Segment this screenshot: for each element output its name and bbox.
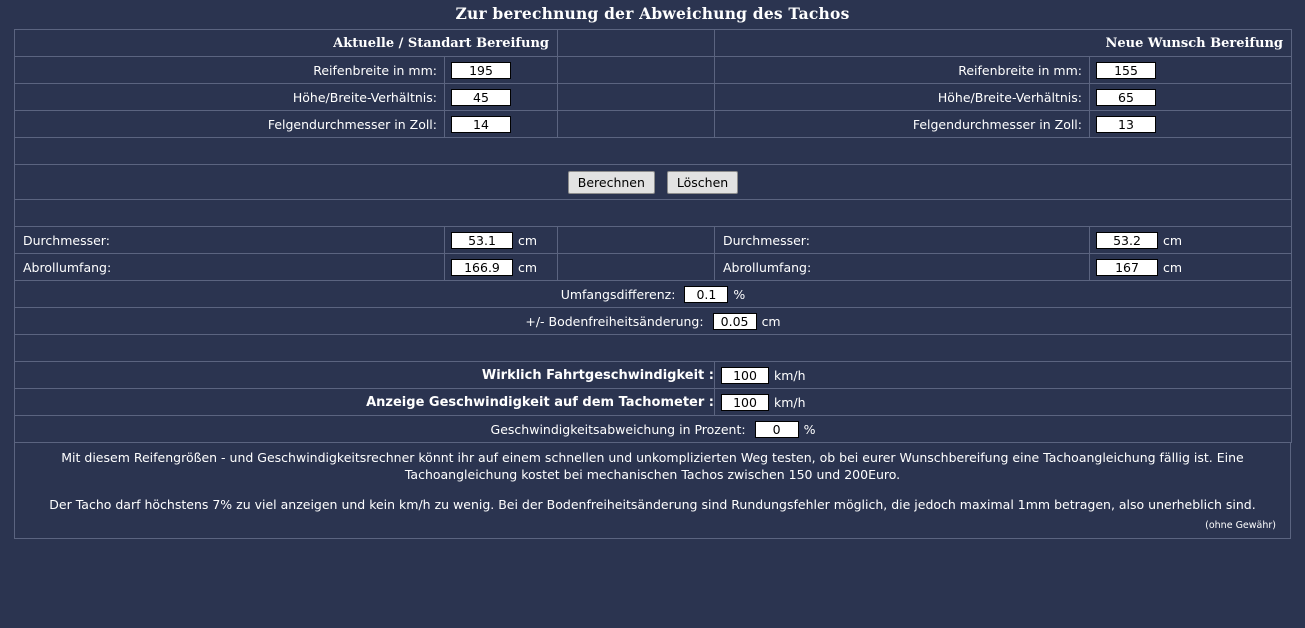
- header-spacer: [558, 30, 715, 57]
- spacer-row-2: [15, 200, 1292, 227]
- new-rim-input[interactable]: [1096, 116, 1156, 133]
- real-speed-cell: [715, 362, 1292, 389]
- new-circumference-label: Abrollumfang:: [715, 254, 1090, 281]
- rim-row: [15, 111, 1292, 138]
- width-row: [15, 57, 1292, 84]
- new-diameter-cell: [1090, 227, 1292, 254]
- difference-cell: [15, 281, 1292, 308]
- circumference-row: [15, 254, 1292, 281]
- calculator-table: [14, 29, 1292, 443]
- page-title: Zur berechnung der Abweichung des Tachos: [455, 4, 850, 23]
- ratio-row: [15, 84, 1292, 111]
- new-diameter-label: Durchmesser:: [715, 227, 1090, 254]
- deviation-label: Geschwindigkeitsabweichung in Prozent:: [490, 421, 746, 437]
- current-circumference-label: Abrollumfang:: [15, 254, 445, 281]
- new-tire-header: Neue Wunsch Bereifung: [715, 30, 1292, 57]
- difference-unit: %: [733, 286, 746, 302]
- diameter-row: [15, 227, 1292, 254]
- difference-output[interactable]: [684, 286, 728, 303]
- real-speed-label: Wirklich Fahrtgeschwindigkeit :: [15, 362, 715, 389]
- deviation-output[interactable]: [755, 421, 799, 438]
- display-speed-input[interactable]: [721, 394, 769, 411]
- clear-button[interactable]: Löschen: [667, 171, 738, 194]
- clearance-output[interactable]: [713, 313, 757, 330]
- current-circumference-cell: [445, 254, 558, 281]
- new-diameter-output[interactable]: [1096, 232, 1158, 249]
- current-ratio-label: Höhe/Breite-Verhältnis:: [15, 84, 445, 111]
- button-cell: [15, 165, 1292, 200]
- real-speed-input[interactable]: [721, 367, 769, 384]
- row-spacer-3: [558, 111, 715, 138]
- new-ratio-input[interactable]: [1096, 89, 1156, 106]
- real-speed-unit: km/h: [774, 367, 806, 383]
- real-speed-row: [15, 362, 1292, 389]
- display-speed-label: Anzeige Geschwindigkeit auf dem Tachometer :: [15, 389, 715, 416]
- spacer-row-3: [15, 335, 1292, 362]
- deviation-cell: [15, 416, 1292, 443]
- calculate-button[interactable]: Berechnen: [568, 171, 655, 194]
- current-circumference-unit: cm: [518, 259, 538, 275]
- new-width-label: Reifenbreite in mm:: [715, 57, 1090, 84]
- row-spacer-2: [558, 84, 715, 111]
- spacer-row-1: [15, 138, 1292, 165]
- header-row: [15, 30, 1292, 57]
- current-diameter-cell: [445, 227, 558, 254]
- difference-label: Umfangsdifferenz:: [560, 286, 676, 302]
- spacer-cell-2: [15, 200, 1292, 227]
- new-ratio-cell: [1090, 84, 1292, 111]
- new-circumference-cell: [1090, 254, 1292, 281]
- current-rim-cell: [445, 111, 558, 138]
- spacer-cell-1: [15, 138, 1292, 165]
- new-width-input[interactable]: [1096, 62, 1156, 79]
- new-circumference-unit: cm: [1163, 259, 1183, 275]
- new-circumference-output[interactable]: [1096, 259, 1158, 276]
- deviation-row: [15, 416, 1292, 443]
- current-circumference-output[interactable]: [451, 259, 513, 276]
- disclaimer-text: (ohne Gewähr): [1205, 520, 1276, 531]
- current-width-input[interactable]: [451, 62, 511, 79]
- current-rim-label: Felgendurchmesser in Zoll:: [15, 111, 445, 138]
- current-diameter-unit: cm: [518, 232, 538, 248]
- new-diameter-unit: cm: [1163, 232, 1183, 248]
- new-ratio-label: Höhe/Breite-Verhältnis:: [715, 84, 1090, 111]
- current-width-cell: [445, 57, 558, 84]
- current-diameter-output[interactable]: [451, 232, 513, 249]
- button-row: [15, 165, 1292, 200]
- current-tire-header: Aktuelle / Standart Bereifung: [15, 30, 558, 57]
- display-speed-cell: [715, 389, 1292, 416]
- display-speed-unit: km/h: [774, 394, 806, 410]
- row-spacer-4: [558, 227, 715, 254]
- info-note: [14, 443, 1291, 539]
- note-paragraph-2: Der Tacho darf höchstens 7% zu viel anzeigen und kein km/h zu wenig. Bei der Bodenfreiheitsänderung sind Rundungsfehler möglich, die jedoch maximal 1mm betragen, also unerheblich sind.: [49, 497, 1256, 512]
- current-ratio-input[interactable]: [451, 89, 511, 106]
- current-width-label: Reifenbreite in mm:: [15, 57, 445, 84]
- clearance-label: +/- Bodenfreiheitsänderung:: [525, 313, 704, 329]
- row-spacer-1: [558, 57, 715, 84]
- row-spacer-5: [558, 254, 715, 281]
- deviation-unit: %: [803, 421, 816, 437]
- clearance-row: [15, 308, 1292, 335]
- new-rim-label: Felgendurchmesser in Zoll:: [715, 111, 1090, 138]
- current-diameter-label: Durchmesser:: [15, 227, 445, 254]
- new-rim-cell: [1090, 111, 1292, 138]
- new-width-cell: [1090, 57, 1292, 84]
- note-paragraph-1: Mit diesem Reifengrößen - und Geschwindigkeitsrechner könnt ihr auf einem schnellen und unkomplizierten Weg testen, ob bei eurer Wunschbereifung eine Tachoangleichung fällig ist. Eine Tachoangleichung kostet bei mechanischen Tachos zwischen 150 und 200Euro.: [61, 450, 1244, 482]
- difference-row: [15, 281, 1292, 308]
- display-speed-row: [15, 389, 1292, 416]
- current-rim-input[interactable]: [451, 116, 511, 133]
- clearance-unit: cm: [761, 313, 781, 329]
- spacer-cell-3: [15, 335, 1292, 362]
- clearance-cell: [15, 308, 1292, 335]
- current-ratio-cell: [445, 84, 558, 111]
